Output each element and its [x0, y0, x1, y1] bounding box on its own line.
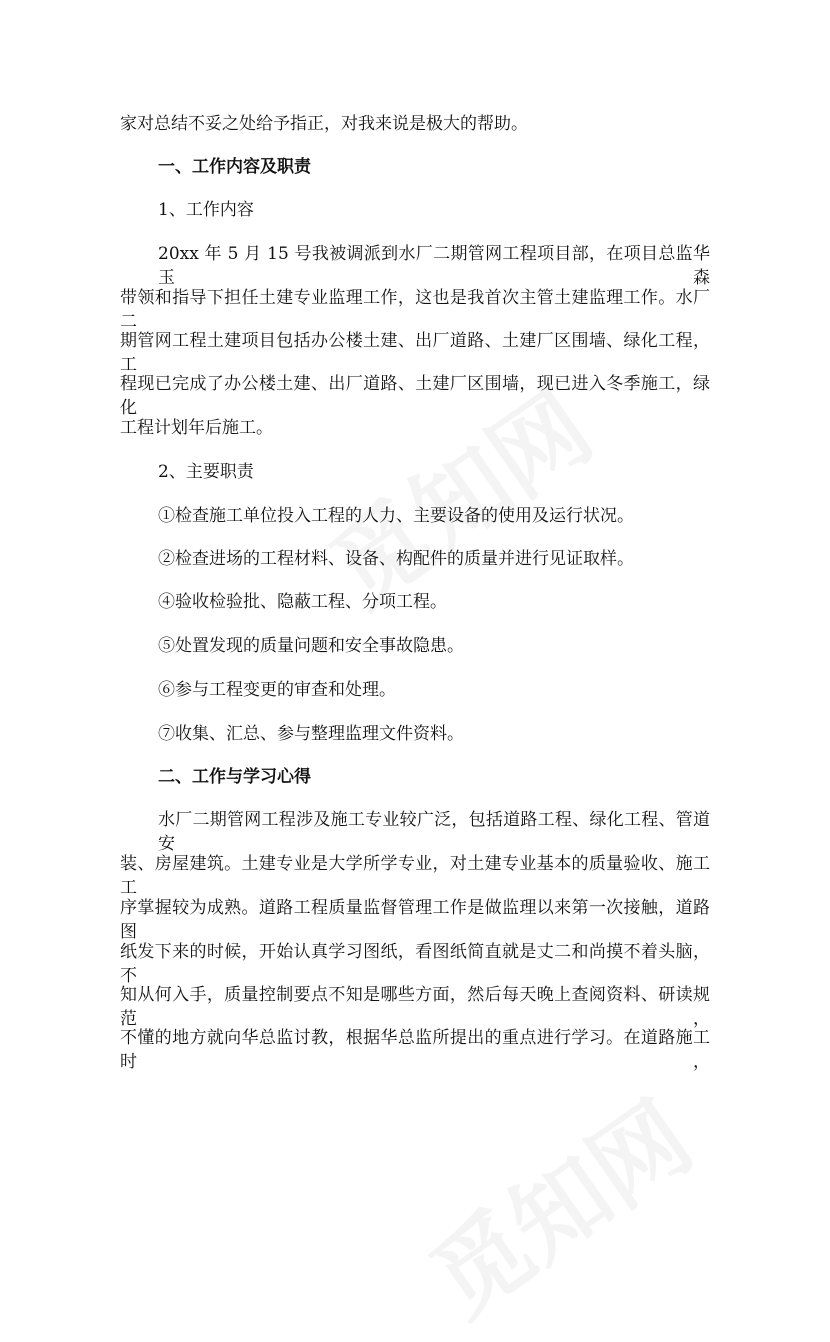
- section-heading: 一、工作内容及职责: [158, 157, 311, 177]
- subsection-heading: 2、主要职责: [158, 462, 254, 482]
- paragraph-line: 家对总结不妥之处给予指正，对我来说是极大的帮助。: [120, 114, 528, 134]
- paragraph-line: 带领和指导下担任土建专业监理工作，这也是我首次主管土建监理工作。水厂二: [120, 288, 710, 332]
- subsection-heading: 1、工作内容: [158, 200, 254, 220]
- paragraph-line: 纸发下来的时候，开始认真学习图纸，看图纸简直就是丈二和尚摸不着头脑，不: [120, 942, 710, 986]
- paragraph-line: 知从何入手，质量控制要点不知是哪些方面，然后每天晚上查阅资料、研读规范，: [120, 985, 710, 1029]
- list-item: ④验收检验批、隐蔽工程、分项工程。: [158, 592, 447, 612]
- paragraph-line: 工程计划年后施工。: [120, 418, 273, 438]
- list-item: ⑤处置发现的质量问题和安全事故隐患。: [158, 636, 464, 656]
- paragraph-line: 序掌握较为成熟。道路工程质量监督管理工作是做监理以来第一次接触，道路图: [120, 898, 710, 942]
- paragraph-line: 20xx 年 5 月 15 号我被调派到水厂二期管网工程项目部，在项目总监华玉森: [158, 244, 710, 288]
- list-item: ①检查施工单位投入工程的人力、主要设备的使用及运行状况。: [158, 506, 634, 526]
- watermark: [400, 1065, 714, 1342]
- paragraph-line: 不懂的地方就向华总监讨教，根据华总监所提出的重点进行学习。在道路施工时，: [120, 1028, 710, 1072]
- list-item: ②检查进场的工程材料、设备、构配件的质量并进行见证取样。: [158, 549, 634, 569]
- paragraph-line: 水厂二期管网工程涉及施工专业较广泛，包括道路工程、绿化工程、管道安: [158, 810, 710, 854]
- paragraph-line: 期管网工程土建项目包括办公楼土建、出厂道路、土建厂区围墙、绿化工程，工: [120, 331, 710, 375]
- section-heading: 二、工作与学习心得: [158, 767, 311, 787]
- paragraph-line: 程现已完成了办公楼土建、出厂道路、土建厂区围墙，现已进入冬季施工，绿化: [120, 374, 710, 418]
- list-item: ⑥参与工程变更的审查和处理。: [158, 680, 396, 700]
- list-item: ⑦收集、汇总、参与整理监理文件资料。: [158, 724, 464, 744]
- paragraph-line: 装、房屋建筑。土建专业是大学所学专业，对土建专业基本的质量验收、施工工: [120, 854, 710, 898]
